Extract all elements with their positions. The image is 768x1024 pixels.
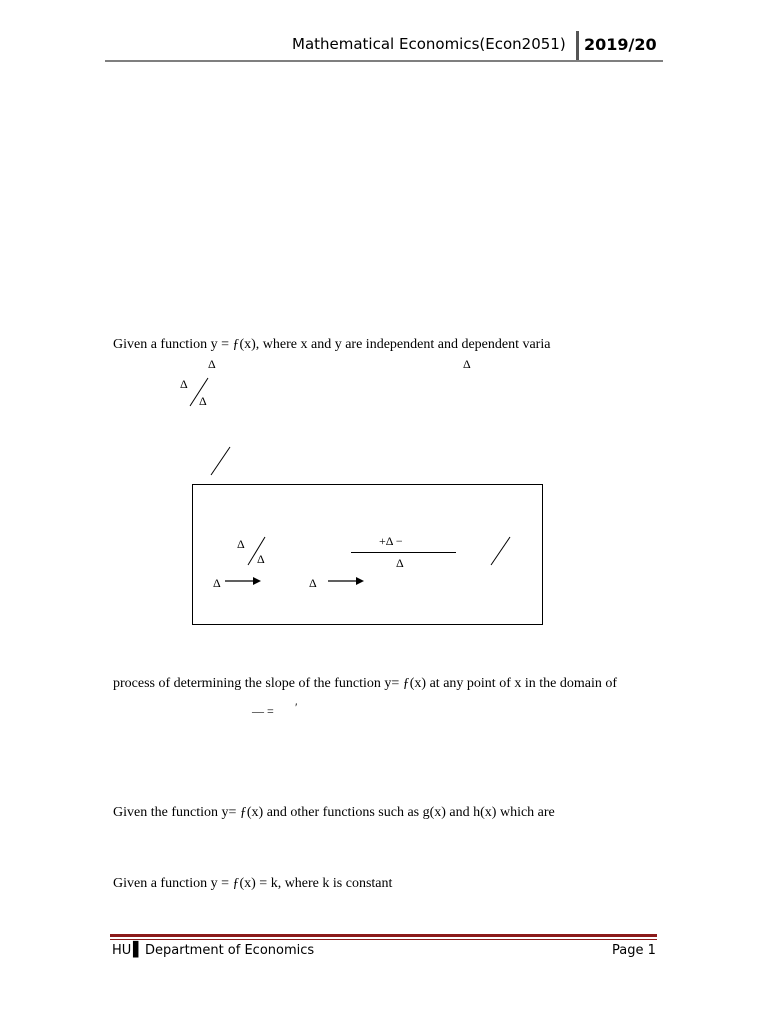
derivative-equation: — = (252, 704, 274, 718)
footer-org: HU (112, 943, 132, 958)
prime-mark: ′ (295, 700, 298, 714)
constant-paragraph: Given a function y = ƒ(x) = k, where k is constant (113, 876, 393, 891)
difference-numerator: +Δ − (379, 534, 403, 548)
definition-box (192, 484, 543, 625)
delta-symbol: Δ (199, 394, 207, 408)
fraction-bar (351, 552, 456, 553)
footer-separator: ▌ (133, 942, 144, 958)
delta-symbol: Δ (257, 552, 265, 566)
delta-symbol: Δ (213, 576, 221, 590)
delta-symbol: Δ (237, 537, 245, 551)
header-divider (576, 31, 579, 61)
footer-page-number: Page 1 (612, 943, 656, 958)
right-arrow-icon (327, 575, 367, 587)
fraction-slash (489, 535, 513, 567)
right-arrow-icon (224, 575, 264, 587)
delta-symbol: Δ (463, 357, 471, 371)
header-course-title: Mathematical Economics(Econ2051) (292, 35, 566, 53)
intro-paragraph: Given a function y = ƒ(x), where x and y are independent and dependent varia (113, 337, 551, 352)
process-paragraph: process of determining the slope of the function y= ƒ(x) at any point of x in the domain of (113, 676, 617, 691)
footer-rule-thin (110, 939, 657, 940)
delta-symbol: Δ (396, 556, 404, 570)
fraction-slash (208, 444, 234, 478)
header-rule (105, 60, 663, 62)
footer-rule (110, 934, 657, 937)
footer-department: Department of Economics (145, 943, 315, 958)
delta-symbol: Δ (180, 377, 188, 391)
delta-symbol: Δ (208, 357, 216, 371)
functions-paragraph: Given the function y= ƒ(x) and other functions such as g(x) and h(x) which are (113, 805, 555, 820)
header-year: 2019/20 (584, 35, 657, 54)
delta-symbol: Δ (309, 576, 317, 590)
